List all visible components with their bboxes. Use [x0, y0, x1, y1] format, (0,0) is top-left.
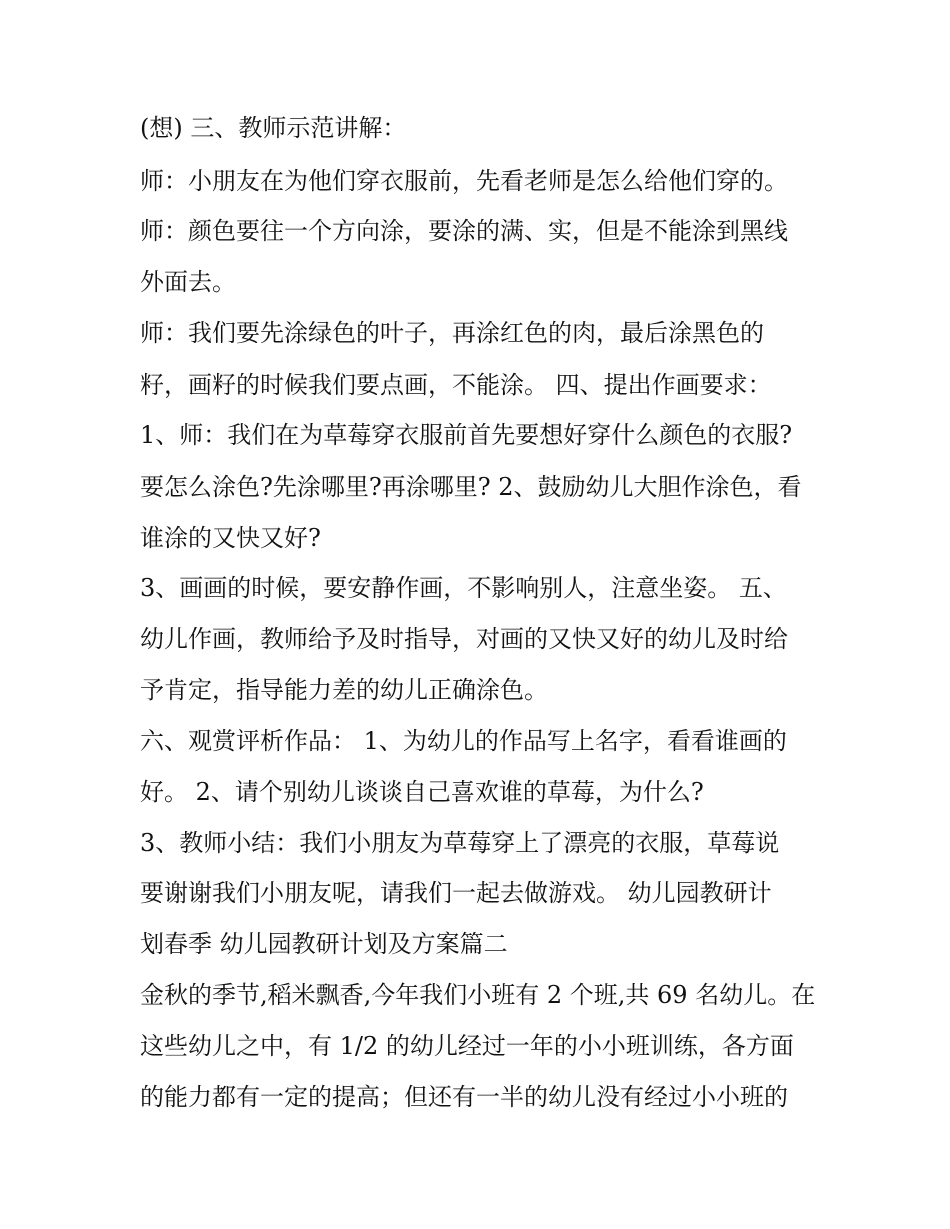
text-line: 好。 2、请个别幼儿谈谈自己喜欢谁的草莓，为什么? — [140, 778, 704, 806]
text-line: 师：颜色要往一个方向涂，要涂的满、实，但是不能涂到黑线 — [140, 217, 788, 245]
text-line: 幼儿作画，教师给予及时指导，对画的又快又好的幼儿及时给 — [140, 625, 788, 653]
text-line: 籽，画籽的时候我们要点画，不能涂。 四、提出作画要求： — [140, 371, 772, 399]
text-line: 金秋的季节,稻米飘香,今年我们小班有 2 个班,共 69 名幼儿。在 — [140, 981, 816, 1009]
text-line: 3、画画的时候，要安静作画，不影响别人，注意坐姿。 五、 — [140, 574, 787, 602]
text-line: 要怎么涂色?先涂哪里?再涂哪里? 2、鼓励幼儿大胆作涂色，看 — [140, 473, 802, 501]
text-line: 六、观赏评析作品： 1、为幼儿的作品写上名字，看看谁画的 — [140, 727, 787, 755]
text-line: 谁涂的又快又好? — [140, 524, 321, 552]
text-line: 师：我们要先涂绿色的叶子，再涂红色的肉，最后涂黑色的 — [140, 319, 764, 347]
text-line: 予肯定，指导能力差的幼儿正确涂色。 — [140, 676, 548, 704]
text-line: 这些幼儿之中，有 1/2 的幼儿经过一年的小小班训练，各方面 — [140, 1032, 794, 1060]
text-line: 划春季 幼儿园教研计划及方案篇二 — [140, 930, 508, 958]
text-line: 师：小朋友在为他们穿衣服前，先看老师是怎么给他们穿的。 — [140, 167, 788, 195]
text-line: (想) 三、教师示范讲解： — [140, 114, 407, 142]
text-line: 的能力都有一定的提高；但还有一半的幼儿没有经过小小班的 — [140, 1083, 788, 1111]
text-line: 1、师：我们在为草莓穿衣服前首先要想好穿什么颜色的衣服? — [140, 421, 793, 449]
text-line: 3、教师小结：我们小朋友为草莓穿上了漂亮的衣服，草莓说 — [140, 829, 780, 857]
text-line: 外面去。 — [140, 268, 236, 296]
text-line: 要谢谢我们小朋友呢，请我们一起去做游戏。 幼儿园教研计 — [140, 879, 772, 907]
